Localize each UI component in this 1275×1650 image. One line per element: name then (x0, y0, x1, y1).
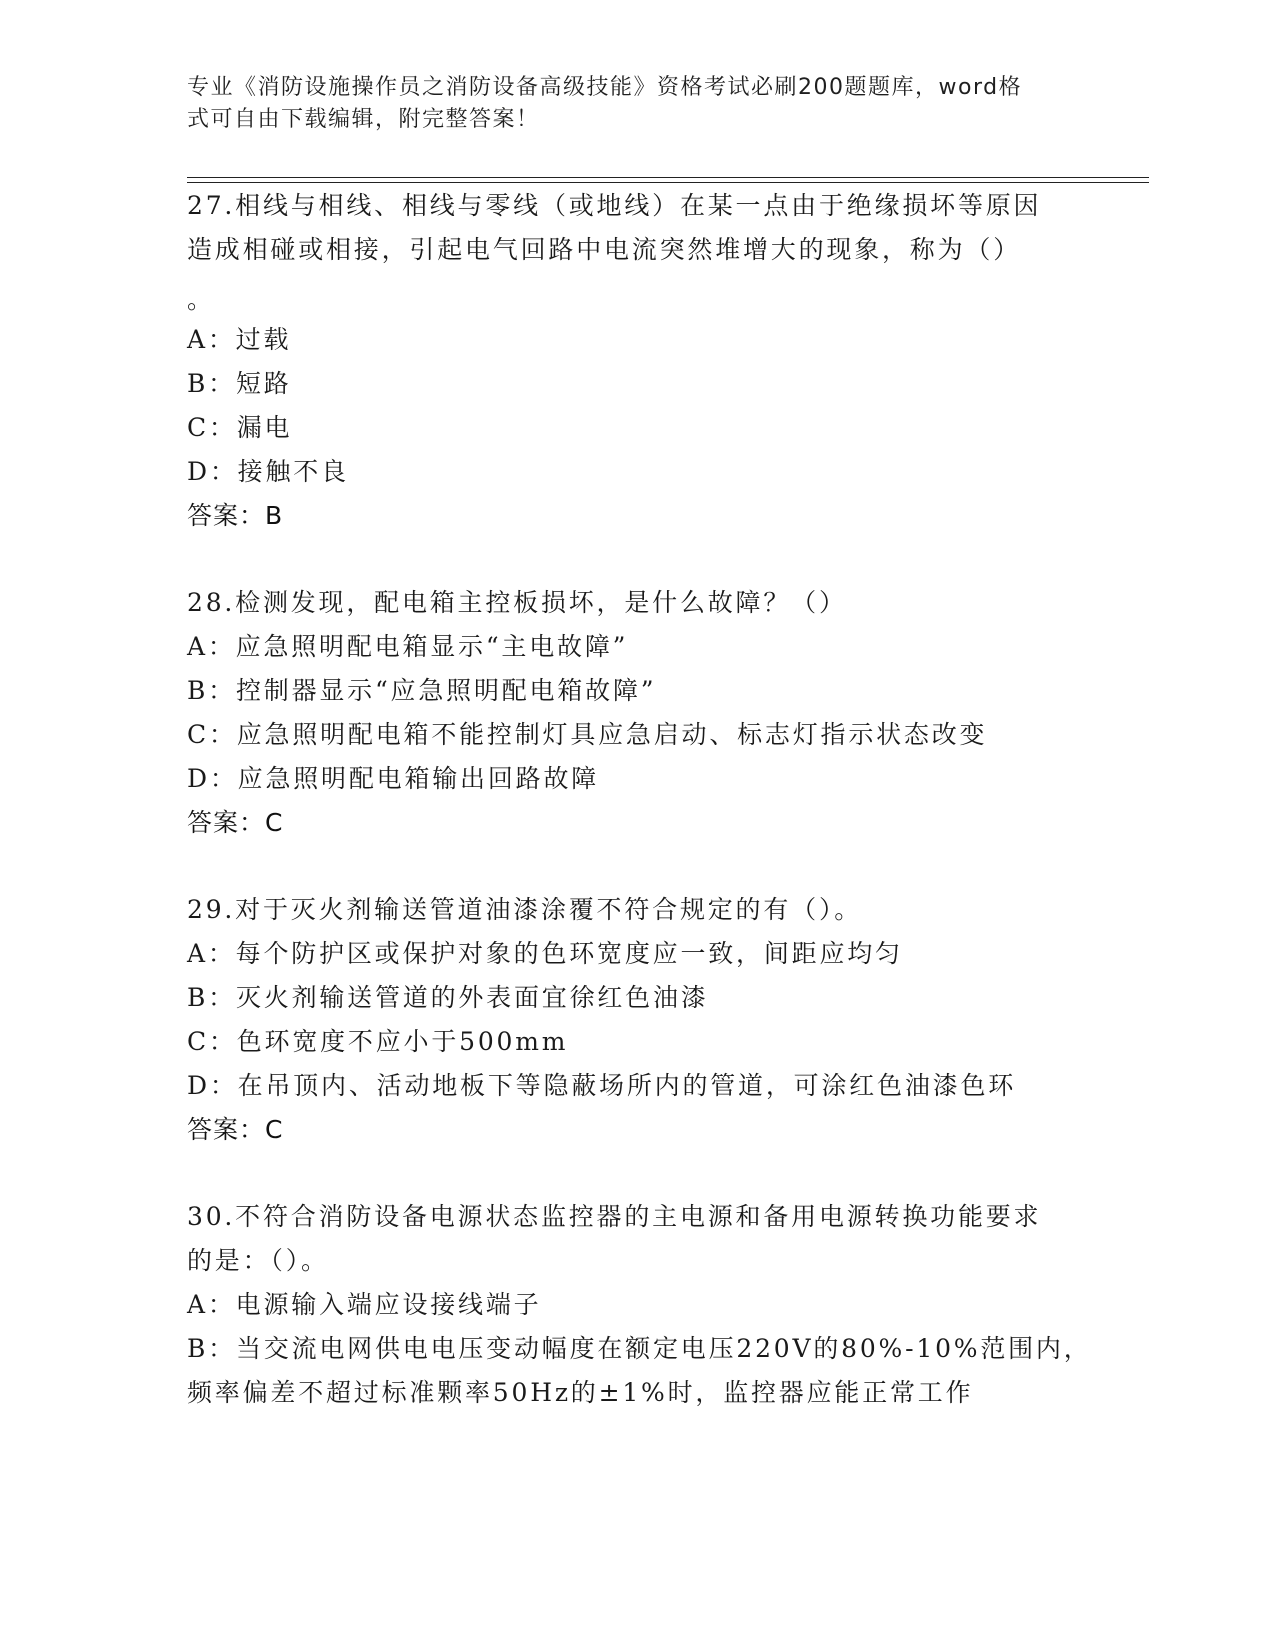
question-27-stem-line-3: 。 (187, 285, 215, 314)
question-27-option-a: A：过载 (187, 325, 292, 354)
question-28-answer: 答案：C (187, 808, 284, 837)
question-27-option-d: D：接触不良 (187, 457, 349, 486)
question-29-stem-line-1: 29.对于灭火剂输送管道油漆涂覆不符合规定的有（）。 (187, 895, 863, 924)
header-divider-bottom (187, 182, 1149, 183)
question-29-option-b: B：灭火剂输送管道的外表面宜徐红色油漆 (187, 983, 709, 1012)
question-29-option-c: C：色环宽度不应小于500mm (187, 1027, 569, 1056)
header-line-2: 式可自由下载编辑，附完整答案！ (187, 107, 540, 132)
question-27-stem-line-1: 27.相线与相线、相线与零线（或地线）在某一点由于绝缘损坏等原因 (187, 191, 1042, 220)
document-header (187, 72, 1067, 136)
header-line-1: 专业《消防设施操作员之消防设备高级技能》资格考试必刷200题题库，word格 (187, 75, 1023, 100)
question-30-option-b-line-2: 频率偏差不超过标准颗率50Hz的±1%时，监控器应能正常工作 (187, 1378, 974, 1407)
question-27-stem-line-2: 造成相碰或相接，引起电气回路中电流突然堆增大的现象，称为（） (187, 235, 1022, 264)
question-28-option-d: D：应急照明配电箱输出回路故障 (187, 764, 600, 793)
question-30-stem-line-1: 30.不符合消防设备电源状态监控器的主电源和备用电源转换功能要求 (187, 1202, 1042, 1231)
header-divider-top (187, 177, 1149, 178)
question-28-stem-line-1: 28.检测发现，配电箱主控板损坏，是什么故障？（） (187, 588, 847, 617)
question-27-option-b: B：短路 (187, 369, 292, 398)
question-30-stem-line-2: 的是：（）。 (187, 1246, 329, 1275)
question-30-option-a: A：电源输入端应设接线端子 (187, 1290, 542, 1319)
question-29-answer: 答案：C (187, 1115, 284, 1144)
question-28-option-c: C：应急照明配电箱不能控制灯具应急启动、标志灯指示状态改变 (187, 720, 988, 749)
question-29-option-d: D：在吊顶内、活动地板下等隐蔽场所内的管道，可涂红色油漆色环 (187, 1071, 1017, 1100)
question-27-option-c: C：漏电 (187, 413, 293, 442)
question-29-option-a: A：每个防护区或保护对象的色环宽度应一致，间距应均匀 (187, 939, 903, 968)
question-30-option-b-line-1: B：当交流电网供电电压变动幅度在额定电压220V的80%-10%范围内， (187, 1334, 1092, 1363)
question-27-answer: 答案：B (187, 501, 284, 530)
question-28-option-b: B：控制器显示“应急照明配电箱故障” (187, 676, 657, 705)
question-28-option-a: A：应急照明配电箱显示“主电故障” (187, 632, 629, 661)
